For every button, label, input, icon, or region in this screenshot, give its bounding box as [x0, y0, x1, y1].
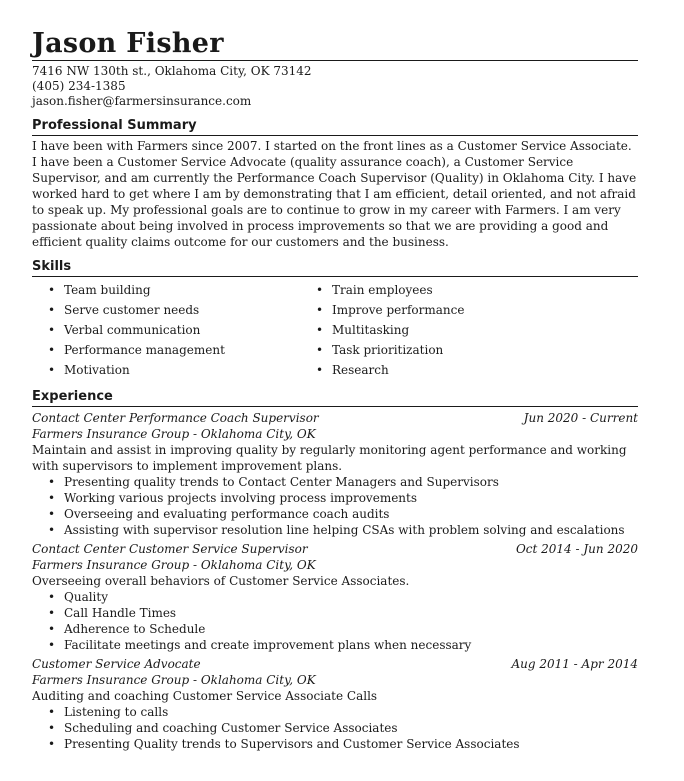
- job-bullet: • Quality: [48, 589, 638, 605]
- job-header: [32, 410, 638, 426]
- job-title: Customer Service Advocate: [32, 657, 201, 671]
- job-bullet: • Working various projects involving process improvements: [48, 490, 638, 506]
- email: jason.fisher@farmersinsurance.com: [32, 94, 252, 108]
- skills-column-2: [316, 280, 616, 380]
- skill-item: • Verbal communication: [48, 320, 316, 340]
- job-company: Farmers Insurance Group - Oklahoma City, OK: [32, 558, 316, 572]
- job-bullet: • Listening to calls: [48, 704, 638, 720]
- job-bullet: • Adherence to Schedule: [48, 621, 638, 637]
- job-bullet: • Facilitate meetings and create improvement plans when necessary: [48, 637, 638, 653]
- summary-heading: Professional Summary: [32, 118, 638, 136]
- skill-item: • Serve customer needs: [48, 300, 316, 320]
- job-title: Contact Center Customer Service Supervisor: [32, 542, 308, 556]
- job-bullets: [32, 704, 638, 752]
- job-bullet: • Presenting quality trends to Contact Center Managers and Supervisors: [48, 474, 638, 490]
- phone: (405) 234-1385: [32, 79, 126, 93]
- header-divider: [32, 60, 638, 61]
- job-description: Auditing and coaching Customer Service Associate Calls: [32, 689, 378, 703]
- skill-item: • Improve performance: [316, 300, 616, 320]
- job-dates: Jun 2020 - Current: [523, 411, 638, 425]
- skill-item: • Motivation: [48, 360, 316, 380]
- job-header: [32, 541, 638, 557]
- skill-item: • Research: [316, 360, 616, 380]
- candidate-name: Jason Fisher: [32, 28, 224, 59]
- skill-item: • Team building: [48, 280, 316, 300]
- skills-column-1: [32, 280, 316, 380]
- job-dates: Oct 2014 - Jun 2020: [515, 542, 638, 556]
- skills-list: [32, 280, 638, 380]
- job-entry: [32, 410, 638, 538]
- job-description: Maintain and assist in improving quality by regularly monitoring agent performance and working with supervisors to implement improvement plans.: [32, 443, 627, 473]
- skill-item: • Task prioritization: [316, 340, 616, 360]
- job-company: Farmers Insurance Group - Oklahoma City, OK: [32, 673, 316, 687]
- job-title: Contact Center Performance Coach Supervisor: [32, 411, 319, 425]
- experience-heading: Experience: [32, 389, 638, 407]
- job-entry: [32, 656, 638, 752]
- job-header: [32, 656, 638, 672]
- contact-info: [32, 64, 638, 109]
- skill-item: • Multitasking: [316, 320, 616, 340]
- job-bullet: • Call Handle Times: [48, 605, 638, 621]
- job-company: Farmers Insurance Group - Oklahoma City, OK: [32, 427, 316, 441]
- job-dates: Aug 2011 - Apr 2014: [511, 657, 638, 671]
- job-description: Overseeing overall behaviors of Customer Service Associates.: [32, 574, 410, 588]
- address: 7416 NW 130th st., Oklahoma City, OK 73142: [32, 64, 312, 78]
- job-entry: [32, 541, 638, 653]
- job-bullet: • Presenting Quality trends to Supervisors and Customer Service Associates: [48, 736, 638, 752]
- job-bullet: • Overseeing and evaluating performance coach audits: [48, 506, 638, 522]
- job-bullet: • Scheduling and coaching Customer Service Associates: [48, 720, 638, 736]
- skill-item: • Train employees: [316, 280, 616, 300]
- job-bullets: [32, 589, 638, 653]
- resume-page: [32, 0, 638, 752]
- job-bullets: [32, 474, 638, 538]
- job-bullet: • Assisting with supervisor resolution line helping CSAs with problem solving and escalations: [48, 522, 638, 538]
- summary-text: I have been with Farmers since 2007. I started on the front lines as a Customer Service Associate. I have been a Customer Service Advocate (quality assurance coach), a Customer Service Supervisor, and am currently the Performance Coach Supervisor (Quality) in Oklahoma City. I have worked hard to get where I am by demonstrating that I am efficient, detail oriented, and not afraid to speak up. My professional goals are to continue to grow in my career with Farmers. I am very passionate about being involved in process improvements so that we are providing a good and efficient quality claims outcome for our customers and the business.: [32, 139, 637, 249]
- skill-item: • Performance management: [48, 340, 316, 360]
- skills-heading: Skills: [32, 259, 638, 277]
